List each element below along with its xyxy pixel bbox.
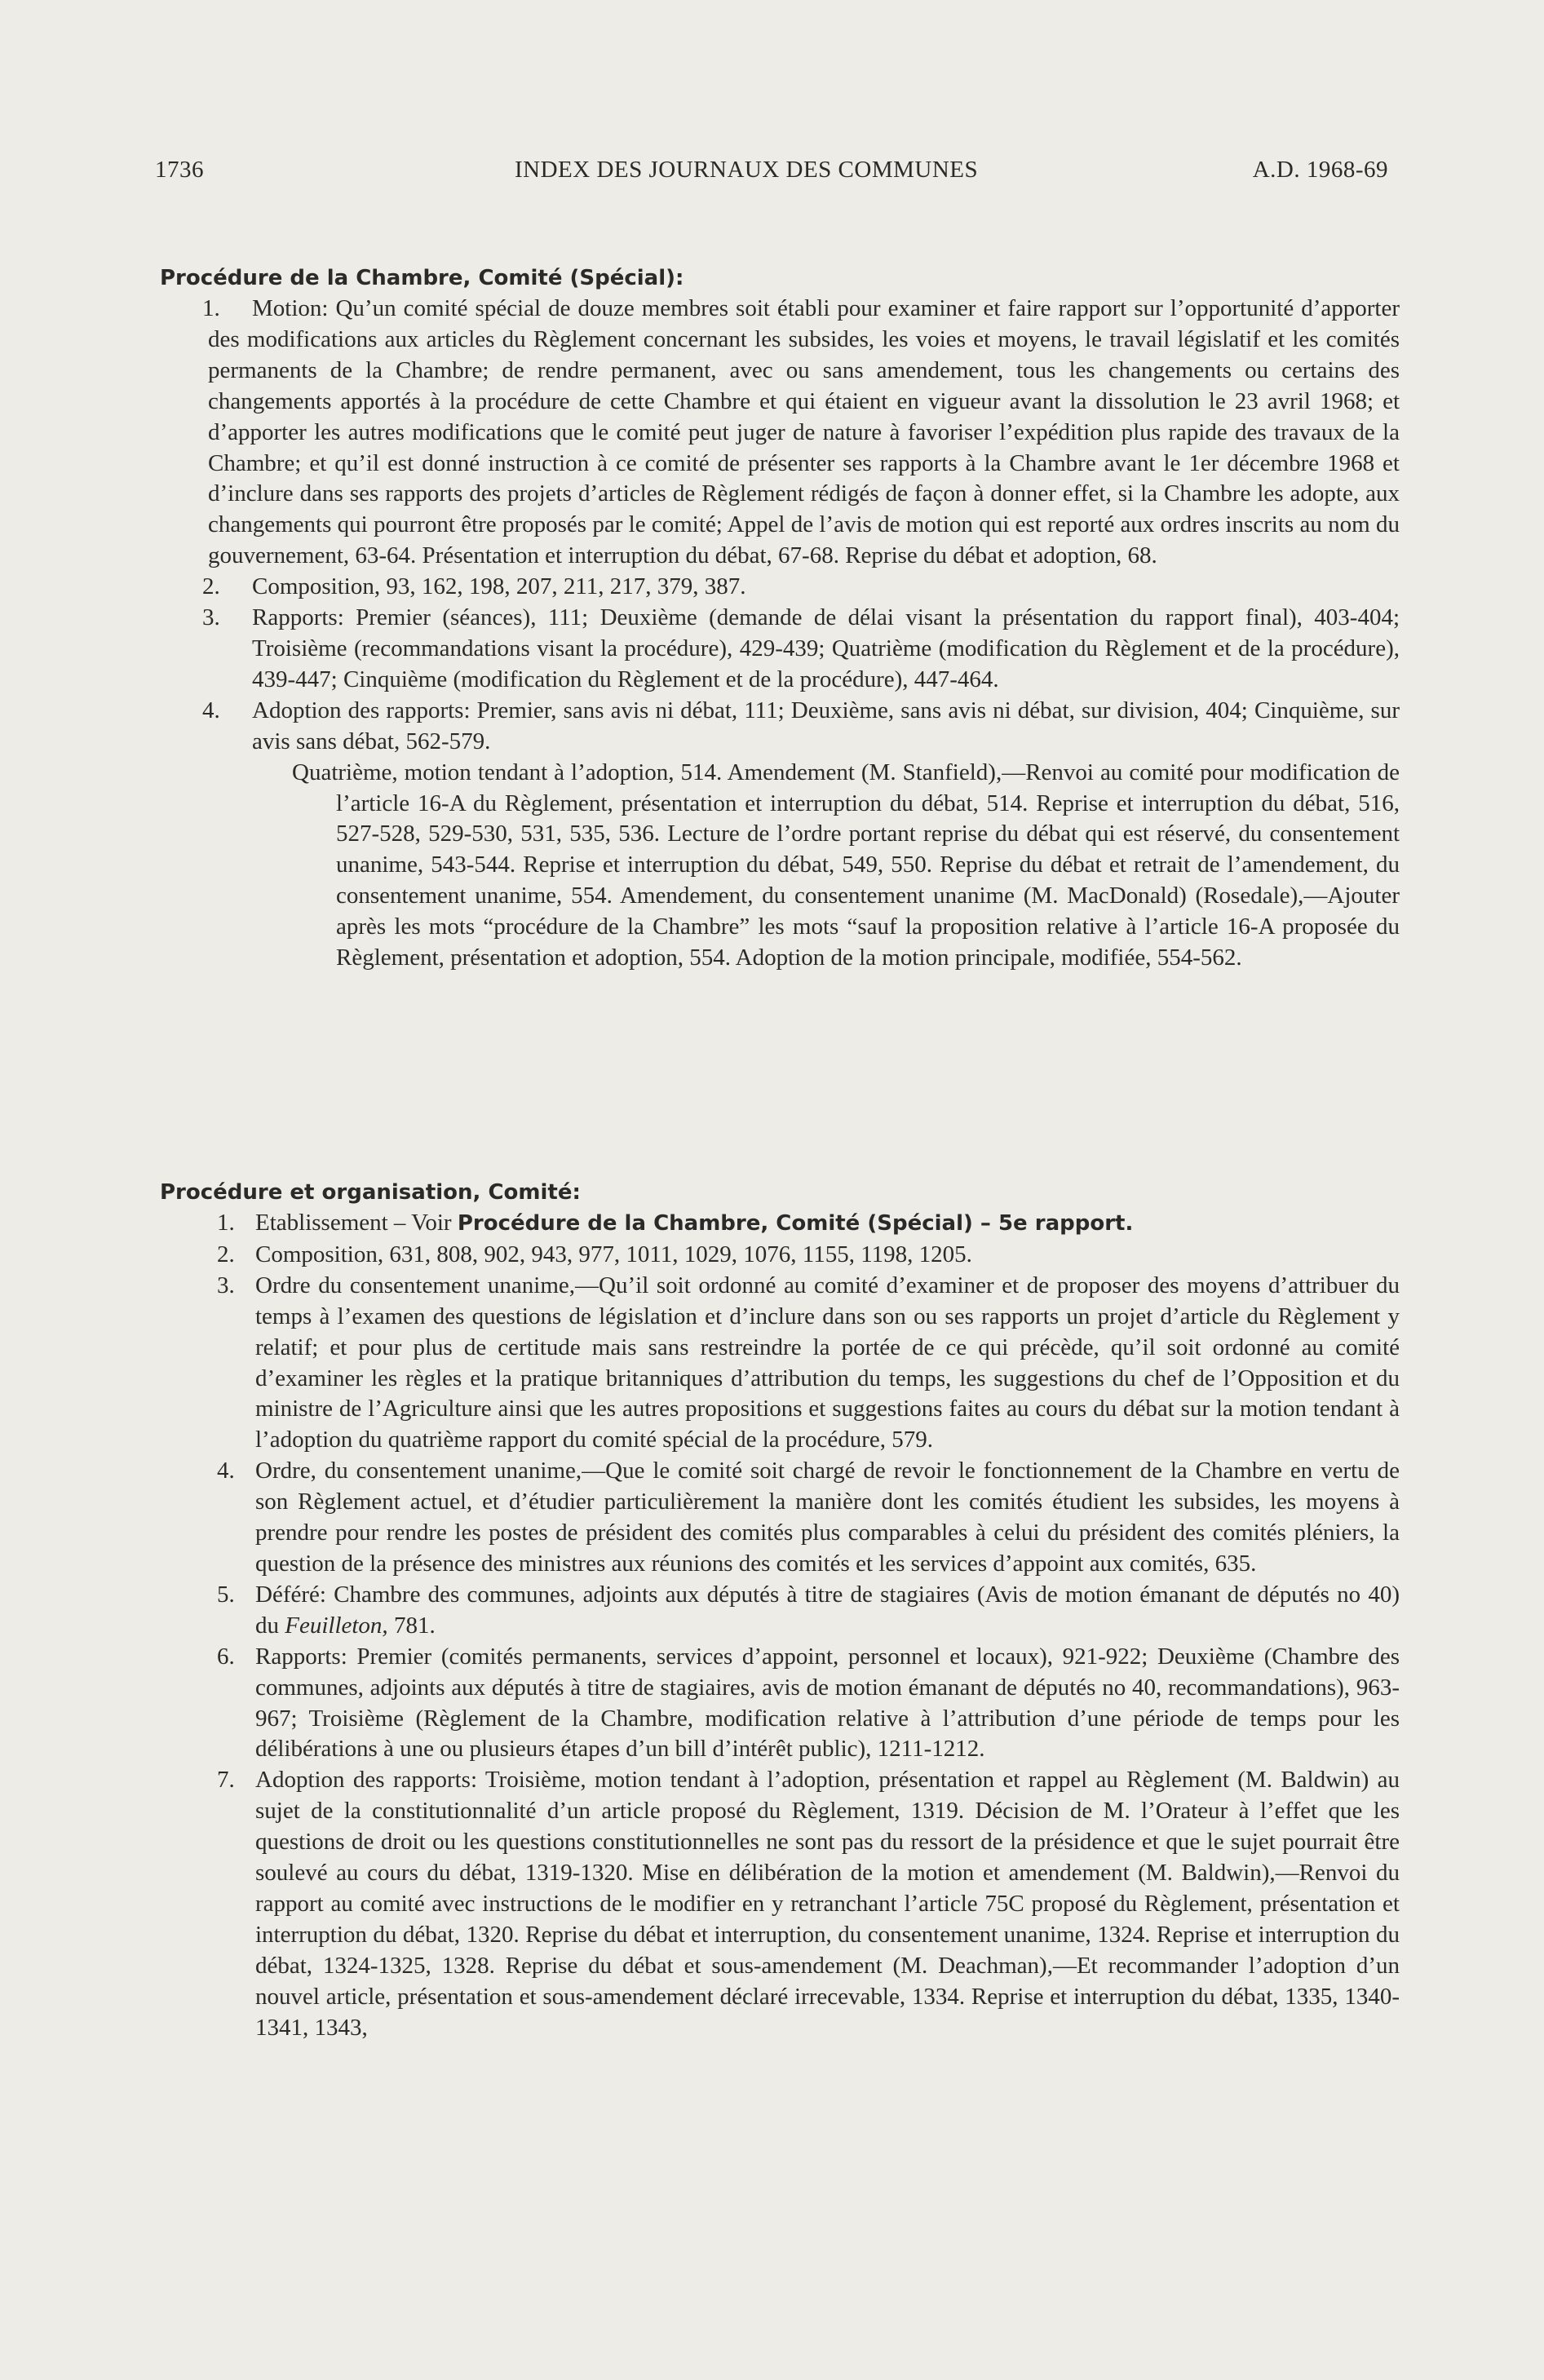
entry-text (255, 1580, 1400, 1642)
index-entry (160, 603, 1400, 696)
page-number: 1736 (155, 157, 204, 183)
entry-text-suffix: 781. (387, 1612, 436, 1639)
entry-number: 4. (217, 1458, 235, 1484)
entry-text: Ordre, du consentement unanime,—Que le comité soit chargé de revoir le fonctionnement de la Chambre en vertu de son Règlement actuel, et d’étudier particulièrement la manière dont les comités étudient les subsides, les moyens à prendre pour rendre les postes de président des comités plus comparables à celui du président des comités pléniers, la question de la présence des ministres aux réunions des comités et les services d’appoint aux comités, 635. (255, 1458, 1400, 1577)
index-entry (160, 1642, 1400, 1766)
running-title: INDEX DES JOURNAUX DES COMMUNES (515, 157, 979, 183)
index-entry (160, 294, 1400, 572)
index-section-procedure-chambre (160, 263, 1400, 974)
index-entry (160, 1271, 1400, 1456)
index-entry (160, 1765, 1400, 2043)
publication-title: Feuilleton, (285, 1612, 388, 1639)
entry-text: Rapports: Premier (comités permanents, services d’appoint, personnel et locaux), 921-922; Deuxième (Chambre des communes, adjoints aux députés à titre de stagiaires, avis de motion émanant de députés no 40, recommandations), 963-967; Troisième (Règlement de la Chambre, modification relative à l’attribution d’une période de temps pour les délibérations à une ou plusieurs étapes d’un bill d’intérêt public), 1211-1212. (255, 1643, 1400, 1763)
entry-number: 4. (202, 697, 220, 723)
entry-text: Adoption des rapports: Premier, sans avis ni débat, 111; Deuxième, sans avis ni débat, sur division, 404; Cinquième, sur avis sans débat, 562-579. (252, 697, 1400, 754)
entry-text: Adoption des rapports: Troisième, motion tendant à l’adoption, présentation et rappel au Règlement (M. Baldwin) au sujet de la constitutionnalité d’un article proposé du Règlement, 1319. Décision de M. l’Orateur à l’effet que les questions de droit ou les questions constitutionnelles ne sont pas du ressort de la présidence et que le sujet pourrait être soulevé au cours du débat, 1319-1320. Mise en délibération de la motion et amendement (M. Baldwin),—Renvoi du rapport au comité avec instructions de le modifier en y retranchant l’article 75C proposé du Règlement, présentation et interruption du débat, 1320. Reprise du débat et interruption, du consentement unanime, 1324. Reprise et interruption du débat, 1324-1325, 1328. Reprise du débat et sous-amendement (M. Deachman),—Et recommander l’adoption d’un nouvel article, présentation et sous-amendement déclaré irrecevable, 1334. Reprise et interruption du débat, 1335, 1340-1341, 1343, (255, 1767, 1400, 2041)
index-entry (160, 572, 1400, 603)
section-heading: Procédure de la Chambre, Comité (Spécial): (160, 266, 684, 290)
entry-text: Motion: Qu’un comité spécial de douze membres soit établi pour examiner et faire rapport sur l’opportunité d’apporter des modifications aux articles du Règlement concernant les subsides, les voies et moyens, le travail législatif et les comités permanents de la Chambre; de rendre permanent, avec ou sans amendement, tous les changements ou certains des changements apportés à la procédure de cette Chambre et qui étaient en vigueur avant la dissolution le 23 avril 1968; et d’apporter les autres modifications que le comité peut juger de nature à favoriser l’expédition plus rapide des travaux de la Chambre; et qu’il est donné instruction à ce comité de présenter ses rapports à la Chambre avant le 1er décembre 1968 et d’inclure dans ses rapports des projets d’articles de Règlement rédigés de façon à donner effet, si la Chambre les adopte, aux changements qui pourront être proposés par le comité; Appel de l’avis de motion qui est reporté aux ordres inscrits au nom du gouvernement, 63-64. Présentation et interruption du débat, 67-68. Reprise du débat et adoption, 68. (208, 295, 1400, 569)
entry-number: 3. (217, 1272, 235, 1298)
index-entry (160, 1208, 1400, 1240)
entry-text-prefix: Déféré: Chambre des communes, adjoints aux députés à titre de stagiaires (Avis de motion émanant de députés no 40) du (255, 1581, 1400, 1639)
entry-number: 7. (217, 1767, 235, 1794)
entry-subparagraph: Quatrième, motion tendant à l’adoption, 514. Amendement (M. Stanfield),—Renvoi au comité pour modification de l’article 16-A du Règlement, présentation et interruption du débat, 514. Reprise et interruption du débat, 516, 527-528, 529-530, 531, 535, 536. Lecture de l’ordre portant reprise du débat qui est réservé, du consentement unanime, 543-544. Reprise et interruption du débat, 549, 550. Reprise du débat et retrait de l’amendement, du consentement unanime, 554. Amendement, du consentement unanime (M. MacDonald) (Rosedale),—Ajouter après les mots “procédure de la Chambre” les mots “sauf la proposition relative à l’article 16-A proposée du Règlement, présentation et adoption, 554. Adoption de la motion principale, modifiée, 554-562. (292, 759, 1400, 971)
cross-reference: Procédure de la Chambre, Comité (Spécial) – 5e rapport. (457, 1211, 1134, 1236)
entry-number: 5. (217, 1581, 235, 1608)
entry-number: 2. (217, 1241, 235, 1267)
entry-number: 1. (217, 1210, 235, 1236)
entry-text: Ordre du consentement unanime,—Qu’il soit ordonné au comité d’examiner et de proposer des moyens d’attribuer du temps à l’examen des questions de législation et d’inclure dans son ou ses rapports un projet d’article du Règlement y relatif; et pour plus de certitude mais sans restreindre la portée de ce qui précède, qu’il soit ordonné au comité d’examiner les règles et la pratique britanniques d’attribution du temps, les suggestions du chef de l’Opposition et du ministre de l’Agriculture ainsi que les autres propositions et suggestions faites au cours du débat sur la motion tendant à l’adoption du quatrième rapport du comité spécial de la procédure, 579. (255, 1272, 1400, 1453)
entry-text-prefix: Etablissement – Voir (255, 1210, 458, 1236)
index-entry (160, 1240, 1400, 1271)
index-entry (160, 1456, 1400, 1580)
entry-text: Rapports: Premier (séances), 111; Deuxième (demande de délai visant la présentation du rapport final), 403-404; Troisième (recommandations visant la procédure), 429-439; Quatrième (modification du Règlement et de la procédure), 439-447; Cinquième (modification du Règlement et de la procédure), 447-464. (252, 604, 1400, 692)
index-entry (160, 696, 1400, 758)
entry-number: 1. (202, 295, 220, 321)
index-section-procedure-organisation (160, 1177, 1400, 2043)
entry-number: 3. (202, 604, 220, 631)
entry-number: 2. (202, 573, 220, 600)
index-entry (160, 1580, 1400, 1642)
entry-text (255, 1208, 1400, 1240)
entry-number: 6. (217, 1643, 235, 1670)
section-heading: Procédure et organisation, Comité: (160, 1180, 581, 1205)
session-year: A.D. 1968-69 (1252, 157, 1388, 183)
entry-text: Composition, 631, 808, 902, 943, 977, 1011, 1029, 1076, 1155, 1198, 1205. (255, 1241, 972, 1267)
entry-text: Composition, 93, 162, 198, 207, 211, 217, 379, 387. (252, 573, 746, 600)
